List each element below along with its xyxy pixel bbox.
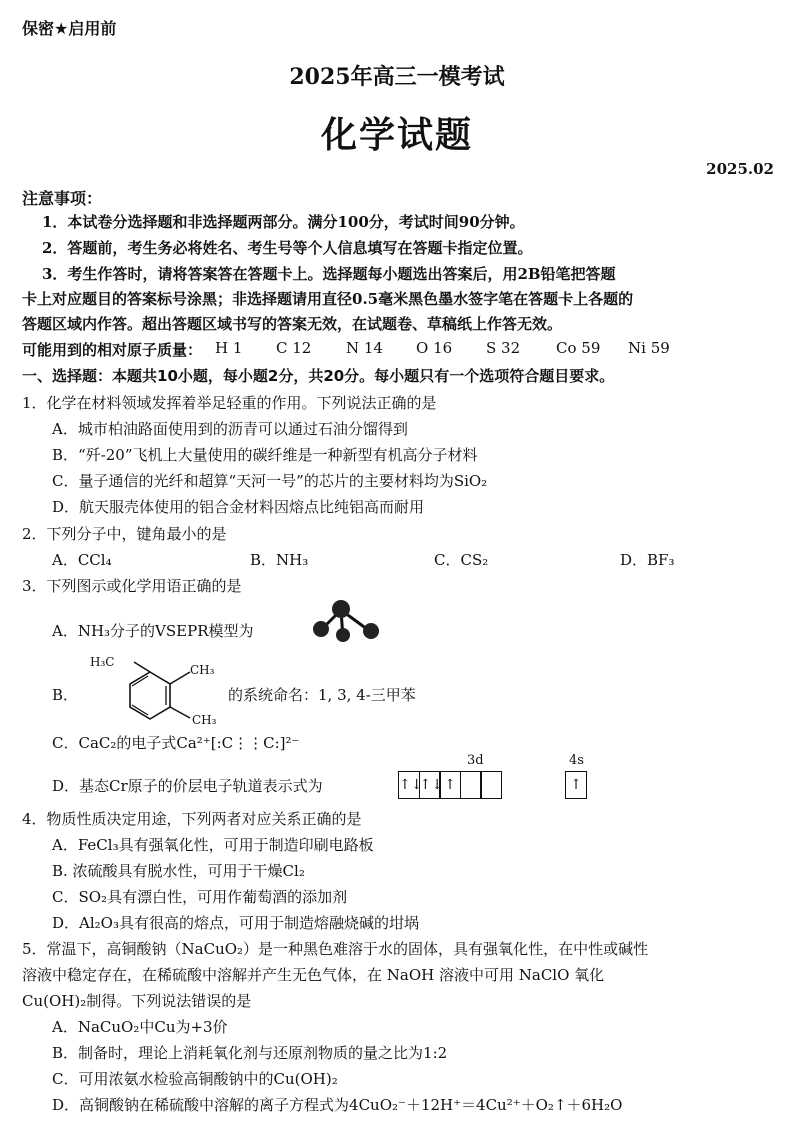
q3-option-b-text: 的系统命名：1, 3, 4-三甲苯 — [228, 686, 416, 704]
q2-option-b: B．NH₃ — [250, 551, 309, 569]
q1-option-a: A．城市柏油路面使用到的沥青可以通过石油分馏得到 — [52, 420, 408, 438]
q5-option-a: A．NaCuO₂中Cu为+3价 — [52, 1018, 228, 1036]
note-3-line-3: 答题区域内作答。超出答题区域书写的答案无效，在试题卷、草稿纸上作答无效。 — [22, 315, 563, 333]
q3-option-c: C．CaC₂的电子式Ca²⁺[:C⋮⋮C:]²⁻ — [52, 734, 300, 752]
section-title: 一、选择题：本题共10小题，每小题2分，共20分。每小题只有一个选项符合题目要求。 — [22, 367, 615, 385]
q2-option-d: D．BF₃ — [620, 551, 675, 569]
vsepr-model-image — [305, 598, 385, 644]
q3-option-a: A．NH₃分子的VSEPR模型为 — [52, 622, 254, 640]
note-3-line-1: 3．考生作答时，请将答案答在答题卡上。选择题每小题选出答案后，用2B铅笔把答题 — [42, 265, 616, 283]
atomic-mass-ni: Ni 59 — [628, 339, 670, 357]
atomic-mass-c: C 12 — [276, 339, 312, 357]
atomic-mass-h: H 1 — [215, 339, 243, 357]
orbital-box-4s: ↑ — [565, 771, 587, 799]
note-1: 1．本试卷分选择题和非选择题两部分。满分100分，考试时间90分钟。 — [42, 213, 525, 231]
orbital-3d-label: 3d — [467, 753, 484, 768]
methyl-label-1: H₃C — [90, 655, 115, 669]
q5-option-c: C．可用浓氨水检验高铜酸钠中的Cu(OH)₂ — [52, 1070, 338, 1088]
confidential-label: 保密★启用前 — [22, 19, 117, 38]
q5-stem-line-3: Cu(OH)₂制得。下列说法错误的是 — [22, 992, 252, 1010]
q5-stem-line-2: 溶液中稳定存在，在稀硫酸中溶解并产生无色气体，在 NaOH 溶液中可用 NaClO 氧化 — [22, 966, 605, 984]
q3-stem: 3．下列图示或化学用语正确的是 — [22, 577, 242, 595]
q4-option-a: A．FeCl₃具有强氧化性，可用于制造印刷电路板 — [52, 836, 374, 854]
orbital-box: ↑↓ — [419, 771, 441, 799]
orbital-3d-boxes — [398, 771, 501, 799]
atomic-mass-co: Co 59 — [556, 339, 601, 357]
orbital-box: ↑↓ — [398, 771, 420, 799]
note-2: 2．答题前，考生务必将姓名、考生号等个人信息填写在答题卡指定位置。 — [42, 239, 533, 257]
q4-option-d: D．Al₂O₃具有很高的熔点，可用于制造熔融烧碱的坩埚 — [52, 914, 419, 932]
q1-option-c: C．量子通信的光纤和超算“天河一号”的芯片的主要材料均为SiO₂ — [52, 472, 488, 490]
q4-option-c: C．SO₂具有漂白性，可用作葡萄酒的添加剂 — [52, 888, 348, 906]
q3-option-d: D．基态Cr原子的价层电子轨道表示式为 — [52, 777, 323, 795]
trimethylbenzene-structure — [90, 652, 225, 727]
orbital-box — [460, 771, 482, 799]
q3-option-b-label: B． — [52, 686, 79, 704]
q2-stem: 2．下列分子中，键角最小的是 — [22, 525, 227, 543]
atomic-mass-s: S 32 — [486, 339, 521, 357]
q1-stem: 1．化学在材料领域发挥着举足轻重的作用。下列说法正确的是 — [22, 394, 437, 412]
q5-option-d: D．高铜酸钠在稀硫酸中溶解的离子方程式为4CuO₂⁻＋12H⁺＝4Cu²⁺＋O₂↑＋6H₂O — [52, 1096, 623, 1114]
q2-option-c: C．CS₂ — [434, 551, 489, 569]
q1-option-d: D．航天服壳体使用的铝合金材料因熔点比纯铝高而耐用 — [52, 498, 425, 516]
exam-title: 2025年高三一模考试 — [289, 64, 505, 90]
q4-stem: 4．物质性质决定用途，下列两者对应关系正确的是 — [22, 810, 362, 828]
notes-title: 注意事项： — [22, 189, 103, 208]
atomic-mass-label: 可能用到的相对原子质量： — [22, 341, 203, 359]
q4-option-b: B. 浓硫酸具有脱水性，可用于干燥Cl₂ — [52, 862, 305, 880]
orbital-4s-label: 4s — [569, 753, 584, 768]
q5-stem-line-1: 5．常温下，高铜酸钠（NaCuO₂）是一种黑色难溶于水的固体，具有强氧化性，在中性或碱性 — [22, 940, 649, 958]
orbital-box — [480, 771, 502, 799]
orbital-4s-box-wrap — [565, 771, 586, 799]
atomic-mass-o: O 16 — [416, 339, 453, 357]
atomic-mass-n: N 14 — [346, 339, 383, 357]
methyl-label-3: CH₃ — [192, 713, 217, 727]
subject-title: 化学试题 — [320, 115, 473, 156]
exam-date: 2025.02 — [706, 160, 774, 178]
note-3-line-2: 卡上对应题目的答案标号涂黑；非选择题请用直径0.5毫米黑色墨水签字笔在答题卡上各题的 — [22, 290, 634, 308]
q2-option-a: A．CCl₄ — [52, 551, 112, 569]
orbital-box: ↑ — [439, 771, 461, 799]
q5-option-b: B．制备时，理论上消耗氧化剂与还原剂物质的量之比为1:2 — [52, 1044, 448, 1062]
q1-option-b: B．“歼-20”飞机上大量使用的碳纤维是一种新型有机高分子材料 — [52, 446, 478, 464]
methyl-label-2: CH₃ — [190, 663, 215, 677]
